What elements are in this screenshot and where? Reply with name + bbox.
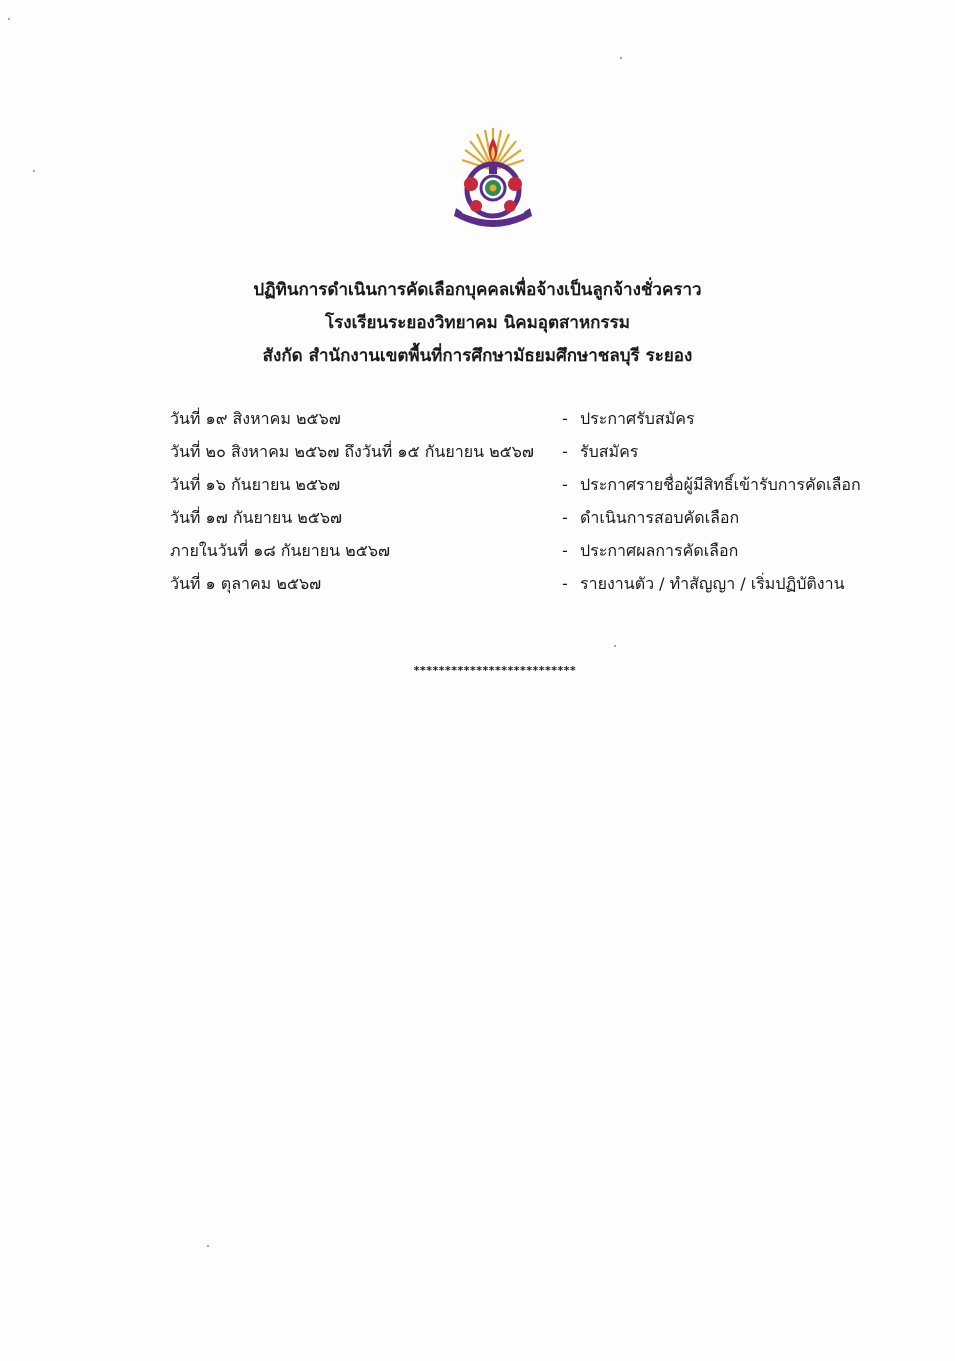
scan-speck bbox=[207, 1245, 209, 1247]
schedule-activity: ประกาศผลการคัดเลือก bbox=[580, 541, 739, 560]
document-title bbox=[0, 274, 955, 373]
schedule-dash: - bbox=[562, 574, 568, 593]
title-line-3: สังกัด สำนักงานเขตพื้นที่การศึกษามัธยมศึกษาชลบุรี ระยอง bbox=[262, 346, 693, 366]
schedule-date: วันที่ ๑๖ กันยายน ๒๕๖๗ bbox=[170, 475, 341, 494]
scan-speck bbox=[620, 57, 622, 59]
schedule-activity: รับสมัคร bbox=[580, 442, 639, 461]
schedule-row bbox=[170, 468, 870, 501]
scan-speck bbox=[8, 18, 10, 20]
schedule-date: วันที่ ๑ ตุลาคม ๒๕๖๗ bbox=[170, 574, 322, 593]
schedule-dash: - bbox=[562, 508, 568, 527]
schedule-dash: - bbox=[562, 409, 568, 428]
title-line-2: โรงเรียนระยองวิทยาคม นิคมอุตสาหกรรม bbox=[325, 313, 630, 333]
schedule-activity: ประกาศรายชื่อผู้มีสิทธิ์เข้ารับการคัดเลือก bbox=[580, 475, 861, 494]
schedule-date: วันที่ ๒๐ สิงหาคม ๒๕๖๗ ถึงวันที่ ๑๕ กันยายน ๒๕๖๗ bbox=[170, 442, 534, 461]
schedule-dash: - bbox=[562, 475, 568, 494]
scan-speck bbox=[614, 645, 616, 647]
schedule-activity: ประกาศรับสมัคร bbox=[580, 409, 695, 428]
schedule-list bbox=[170, 402, 870, 600]
schedule-row bbox=[170, 402, 870, 435]
schedule-row bbox=[170, 435, 870, 468]
schedule-dash: - bbox=[562, 541, 568, 560]
schedule-date: ภายในวันที่ ๑๘ กันยายน ๒๕๖๗ bbox=[170, 541, 391, 560]
schedule-activity: ดำเนินการสอบคัดเลือก bbox=[580, 508, 740, 527]
schedule-date: วันที่ ๑๙ สิงหาคม ๒๕๖๗ bbox=[170, 409, 341, 428]
schedule-row bbox=[170, 534, 870, 567]
schedule-date: วันที่ ๑๗ กันยายน ๒๕๖๗ bbox=[170, 508, 343, 527]
schedule-dash: - bbox=[562, 442, 568, 461]
separator-asterisks: ************************** bbox=[413, 664, 577, 677]
schedule-row bbox=[170, 567, 870, 600]
title-line-1: ปฏิทินการดำเนินการคัดเลือกบุคคลเพื่อจ้างเป็นลูกจ้างชั่วคราว bbox=[253, 280, 702, 300]
school-emblem-icon bbox=[452, 124, 534, 232]
scan-speck bbox=[33, 170, 35, 172]
schedule-activity: รายงานตัว / ทำสัญญา / เริ่มปฏิบัติงาน bbox=[580, 574, 845, 593]
schedule-row bbox=[170, 501, 870, 534]
